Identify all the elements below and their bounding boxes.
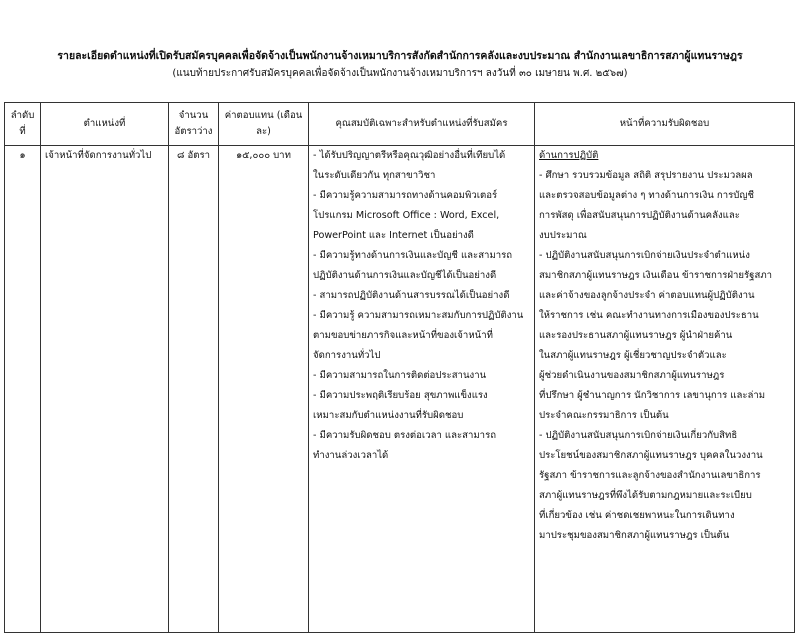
duty-line: และรองประธานสภาผู้แทนราษฎร ผู้นำฝ่ายค้าน: [539, 330, 733, 341]
row-no: ๑: [5, 146, 41, 633]
row-salary: ๑๕,๐๐๐ บาท: [219, 146, 309, 633]
duty-line: ผู้ช่วยดำเนินงานของสมาชิกสภาผู้แทนราษฎร: [539, 370, 725, 381]
qualification-line: - สามารถปฏิบัติงานด้านสารบรรณได้เป็นอย่างดี: [313, 290, 510, 301]
qualification-line: ในระดับเดียวกัน ทุกสาขาวิชา: [313, 170, 436, 181]
duty-line: งบประมาณ: [539, 230, 587, 241]
header-salary: ค่าตอบแทน (เดือนละ): [219, 103, 309, 146]
positions-table: [4, 102, 795, 633]
header-duty: หน้าที่ความรับผิดชอบ: [535, 103, 795, 146]
duty-line: ที่ปรึกษา ผู้ชำนาญการ นักวิชาการ เลขานุการ และล่าม: [539, 390, 766, 401]
qualification-line: - มีความรู้ ความสามารถเหมาะสมกับการปฏิบัติงาน: [313, 310, 524, 321]
duty-line: สมาชิกสภาผู้แทนราษฎร เงินเดือน ข้าราชการฝ่ายรัฐสภา: [539, 270, 773, 281]
duty-line: และตรวจสอบข้อมูลต่าง ๆ ทางด้านการเงิน การบัญชี: [539, 190, 755, 201]
duty-line: การพัสดุ เพื่อสนับสนุนการปฏิบัติงานด้านคลังและ: [539, 210, 740, 221]
header-no: ลำดับที่: [5, 103, 41, 146]
duty-line: และค่าจ้างของลูกจ้างประจำ ค่าตอบแทนผู้ปฏิบัติงาน: [539, 290, 755, 301]
qualification-line: ปฏิบัติงานด้านการเงินและบัญชีได้เป็นอย่างดี: [313, 270, 497, 281]
duty-line: ให้ราชการ เช่น คณะทำงานทางการเมืองของประธาน: [539, 310, 759, 321]
qualification-line: - มีความรู้ทางด้านการเงินและบัญชี และสามารถ: [313, 250, 513, 261]
table-header-row: [5, 103, 795, 146]
qualification-line: ตามขอบข่ายภารกิจและหน้าที่ของเจ้าหน้าที่: [313, 330, 493, 341]
row-qualifications: [309, 146, 535, 633]
header-vacancy: จำนวน อัตราว่าง: [169, 103, 219, 146]
qualification-line: - ได้รับปริญญาตรีหรือคุณวุฒิอย่างอื่นที่เทียบได้: [313, 150, 506, 161]
qualification-line: เหมาะสมกับตำแหน่งงานที่รับผิดชอบ: [313, 410, 464, 421]
duty-line: ประจำคณะกรรมาธิการ เป็นต้น: [539, 410, 669, 421]
duty-line: ประโยชน์ของสมาชิกสภาผู้แทนราษฎร บุคคลในวงงาน: [539, 450, 763, 461]
qualification-line: ทำงานล่วงเวลาได้: [313, 450, 389, 461]
table-row: [5, 146, 795, 633]
duty-line: - ศึกษา รวบรวมข้อมูล สถิติ สรุปรายงาน ประมวลผล: [539, 170, 753, 181]
qualification-line: จัดการงานทั่วไป: [313, 350, 381, 361]
qualification-line: - มีความสามารถในการติดต่อประสานงาน: [313, 370, 487, 381]
duty-line: ที่เกี่ยวข้อง เช่น ค่าชดเชยพาหนะในการเดินทาง: [539, 510, 735, 521]
document-subtitle: (แนบท้ายประกาศรับสมัครบุคคลเพื่อจัดจ้างเป็นพนักงานจ้างเหมาบริการฯ ลงวันที่ ๓๐ เมษายน พ.ศ. ๒๕๖๗): [172, 68, 628, 79]
header-position: ตำแหน่งที่: [41, 103, 169, 146]
header-qualification: คุณสมบัติเฉพาะสำหรับตำแหน่งที่รับสมัคร: [309, 103, 535, 146]
duty-line: ในสภาผู้แทนราษฎร ผู้เชี่ยวชาญประจำตัวและ: [539, 350, 727, 361]
row-duties: [535, 146, 795, 633]
duty-line: รัฐสภา ข้าราชการและลูกจ้างของสำนักงานเลขาธิการ: [539, 470, 761, 481]
row-position: เจ้าหน้าที่จัดการงานทั่วไป: [41, 146, 169, 633]
qualification-line: - มีความประพฤติเรียบร้อย สุขภาพแข็งแรง: [313, 390, 488, 401]
qualification-line: โปรแกรม Microsoft Office : Word, Excel,: [313, 210, 500, 221]
qualification-line: - มีความรับผิดชอบ ตรงต่อเวลา และสามารถ: [313, 430, 497, 441]
qualification-line: - มีความรู้ความสามารถทางด้านคอมพิวเตอร์: [313, 190, 498, 201]
row-vacancy: ๘ อัตรา: [169, 146, 219, 633]
duty-line: มาประชุมของสมาชิกสภาผู้แทนราษฎร เป็นต้น: [539, 530, 730, 541]
duty-line: สภาผู้แทนราษฎรที่พึงได้รับตามกฎหมายและระเบียบ: [539, 490, 752, 501]
duty-heading: ด้านการปฏิบัติ: [539, 150, 599, 161]
duty-line: - ปฏิบัติงานสนับสนุนการเบิกจ่ายเงินเกี่ยวกับสิทธิ: [539, 430, 738, 441]
duty-line: - ปฏิบัติงานสนับสนุนการเบิกจ่ายเงินประจำตำแหน่ง: [539, 250, 750, 261]
document-title: รายละเอียดตำแหน่งที่เปิดรับสมัครบุคคลเพื่อจัดจ้างเป็นพนักงานจ้างเหมาบริการสังกัดสำนักการคลังและงบประมาณ สำนักงานเลขาธิการสภาผู้แทนราษฎร: [57, 50, 743, 62]
qualification-line: PowerPoint และ Internet เป็นอย่างดี: [313, 230, 474, 241]
